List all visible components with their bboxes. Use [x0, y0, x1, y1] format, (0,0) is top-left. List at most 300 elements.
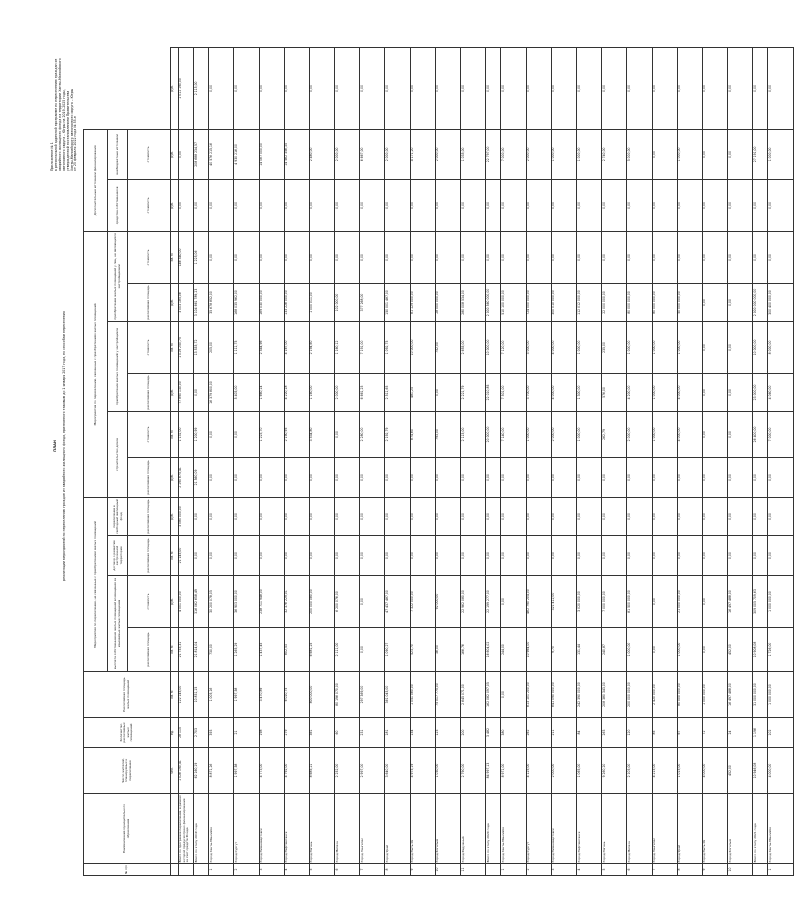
- row-value: 2 655,00: [461, 321, 486, 373]
- header-extrabudget: внебюджетные источники: [108, 129, 128, 179]
- row-value: 21: [234, 718, 259, 748]
- row-value: 242 390 000,00: [576, 672, 601, 718]
- row-value: 2 000,00: [551, 748, 576, 794]
- row-value: 166,76: [461, 628, 486, 672]
- row-value: 0,00: [768, 457, 793, 497]
- row-value: 0,00: [360, 47, 385, 129]
- row-value: 0,00: [652, 628, 677, 672]
- row-value: 1 160,12: [335, 321, 360, 373]
- row-value: 3 003 185,06: [178, 283, 193, 321]
- table-row: [360, 47, 385, 875]
- row-value: 3 640,00: [385, 748, 410, 794]
- row-value: 0,00: [259, 457, 284, 497]
- header-premises: Количество расселяемых жилых помещений: [84, 718, 171, 748]
- row-value: 0,00: [385, 47, 410, 129]
- table-row: [702, 47, 727, 875]
- row-value: 0,00: [178, 179, 193, 231]
- table-row: [234, 47, 259, 875]
- row-value: 0,00: [435, 47, 460, 129]
- row-value: 0,00: [728, 373, 753, 411]
- row-value: 1 196: [753, 718, 768, 748]
- row-value: 7 000,00: [501, 129, 526, 179]
- table-summary-row: [486, 47, 501, 875]
- row-value: 316 062 658,49: [193, 576, 208, 628]
- row-value: 309 005 709,63: [753, 576, 768, 628]
- header-residents: Число жителей, планируемых к переселению: [84, 748, 171, 794]
- unit-cell: руб.: [170, 373, 178, 411]
- row-value: 16 497 488,00: [728, 576, 753, 628]
- row-value: 244,00: [501, 628, 526, 672]
- row-value: 0,00: [461, 536, 486, 576]
- row-value: 3 000,00: [526, 321, 551, 373]
- row-value: 0,00: [335, 457, 360, 497]
- row-value: 0,00: [178, 129, 193, 179]
- row-value: 0,00: [702, 457, 727, 497]
- row-value: 231: [360, 718, 385, 748]
- row-value: 4 975,19: [410, 748, 435, 794]
- row-value: 0,00: [602, 179, 627, 231]
- unit-cell: кв. м: [170, 321, 178, 373]
- row-value: 1 000 011,00: [309, 283, 334, 321]
- rotated-landscape-sheet: [49, 48, 773, 876]
- row-value: 1 000,00: [652, 373, 677, 411]
- row-value: 0,00: [576, 179, 601, 231]
- row-number: 11: [461, 864, 486, 876]
- row-value: 0,00: [284, 536, 309, 576]
- row-value: 4 792,00: [284, 748, 309, 794]
- row-value: 1 131,00: [178, 411, 193, 457]
- row-value: 0,00: [360, 536, 385, 576]
- row-value: 0,00: [284, 179, 309, 231]
- row-value: 2 703: [193, 718, 208, 748]
- row-value: 162 082 097,05: [486, 672, 501, 718]
- row-value: 1 000,00: [677, 628, 702, 672]
- row-value: 3 700,00: [526, 373, 551, 411]
- row-value: 0,00: [284, 47, 309, 129]
- row-value: 154: [410, 718, 435, 748]
- row-number: 8: [385, 864, 410, 876]
- row-value: 6 200 076,00: [335, 576, 360, 628]
- row-value: 0,00: [652, 129, 677, 179]
- row-value: 0,00: [551, 179, 576, 231]
- row-value: 2 221,79: [461, 373, 486, 411]
- table-row: [461, 47, 486, 875]
- row-municipality: Город Мегион: [335, 794, 360, 864]
- row-value: 0,00: [410, 536, 435, 576]
- row-value: 1 000,00: [677, 321, 702, 373]
- row-value: 0,00: [728, 536, 753, 576]
- row-value: 452,00: [728, 628, 753, 672]
- row-value: 0,00: [768, 497, 793, 535]
- header-additional-sources: Дополнительные источники финансирования: [84, 129, 108, 231]
- header-owners-funds: средства собственников: [108, 179, 128, 231]
- annex-line: автономного округа – Югры на 2019–2025 годы,: [61, 89, 66, 171]
- header-free-fund: переселение в свободный жилищный фонд: [108, 497, 128, 535]
- row-value: 1 000 000,00: [768, 576, 793, 628]
- row-municipality: Всего по этапу 2021 года: [753, 794, 768, 864]
- row-value: 0,00: [702, 231, 727, 283]
- row-value: 0,00: [486, 47, 501, 129]
- row-municipality: Город Когалым: [435, 794, 460, 864]
- row-value: 3 470,89: [259, 672, 284, 718]
- row-value: 102 000,00: [335, 283, 360, 321]
- row-number: 6: [627, 864, 652, 876]
- header-cell: расселяемая площадь: [128, 457, 170, 497]
- row-value: 0,00: [486, 457, 501, 497]
- row-value: 0,00: [461, 231, 486, 283]
- row-value: 4 000,00: [551, 373, 576, 411]
- row-number: 1: [768, 864, 793, 876]
- row-value: 2 511,65: [385, 373, 410, 411]
- row-value: 0,00: [768, 179, 793, 231]
- row-number: 10: [435, 864, 460, 876]
- row-value: 22 797,00: [486, 129, 501, 179]
- row-value: 0,00: [435, 179, 460, 231]
- annex-line: Приложение № 1: [50, 142, 54, 171]
- row-value: 0,00: [501, 457, 526, 497]
- row-value: 1 000,00: [677, 129, 702, 179]
- row-value: 0,00: [526, 231, 551, 283]
- row-municipality: Город Когалым: [728, 794, 753, 864]
- row-municipality: Город Ханты-Мансийск: [209, 794, 234, 864]
- row-value: 0,00: [193, 179, 208, 231]
- row-value: 9,70: [551, 628, 576, 672]
- row-value: 102: [768, 718, 793, 748]
- row-municipality: Всего по программе переселения, в рамках которой предусмотрено финансирование за счет средств Фонда: [178, 794, 193, 864]
- row-value: 131,44: [576, 628, 601, 672]
- row-value: 21 145,00: [178, 536, 193, 576]
- row-value: 793,00: [435, 411, 460, 457]
- row-value: 235,00: [602, 321, 627, 373]
- row-value: 7 140,00: [501, 411, 526, 457]
- row-number: [486, 864, 501, 876]
- annex-block: [51, 49, 78, 171]
- row-value: 0,00: [728, 321, 753, 373]
- row-value: 32 376 229,01: [284, 576, 309, 628]
- row-value: 0,00: [526, 457, 551, 497]
- table-row: [728, 47, 753, 875]
- row-value: 6 667,00: [360, 129, 385, 179]
- row-value: 1 000,00: [526, 411, 551, 457]
- row-municipality: Город Пыть-Ях: [702, 794, 727, 864]
- header-acquisition: Мероприятия по переселению, связанные с приобретением жилых помещений: [84, 231, 108, 497]
- table-row: [677, 47, 702, 875]
- row-value: 2 000 000 000,00: [753, 283, 768, 321]
- row-value: 481,25: [410, 373, 435, 411]
- row-value: 0,00: [234, 457, 259, 497]
- row-value: 1 092,75: [385, 321, 410, 373]
- row-value: 0,00: [335, 47, 360, 129]
- row-value: 0,00: [677, 231, 702, 283]
- row-value: 0,00: [627, 47, 652, 129]
- row-value: 146 540,00: [178, 231, 193, 283]
- row-value: 208 688 234,57: [193, 129, 208, 179]
- row-value: 1 005,16: [209, 672, 234, 718]
- row-value: 1 000,00: [576, 129, 601, 179]
- header-cell: расселяемая площадь: [128, 536, 170, 576]
- row-value: 1 030,00: [435, 748, 460, 794]
- row-value: 7 000 000,00: [602, 576, 627, 628]
- row-value: 0,00: [486, 497, 501, 535]
- row-value: 393: [209, 718, 234, 748]
- row-value: 10 000,00: [410, 321, 435, 373]
- row-value: 2 420 000,00: [652, 672, 677, 718]
- table-row: [627, 47, 652, 875]
- unit-cell: руб.: [170, 179, 178, 231]
- header-cell: стоимость: [128, 321, 170, 373]
- row-municipality: Город Нижневартовск: [551, 794, 576, 864]
- row-value: 1 051 060,00: [410, 672, 435, 718]
- row-value: 0,00: [410, 497, 435, 535]
- row-value: 10 000,00: [753, 321, 768, 373]
- row-value: 0,00: [576, 497, 601, 535]
- row-value: 0,00: [728, 411, 753, 457]
- row-value: 1 000,00: [627, 628, 652, 672]
- row-value: 0,00: [702, 321, 727, 373]
- row-value: 0,00: [335, 536, 360, 576]
- row-value: 200: [461, 718, 486, 748]
- row-value: 0,00: [461, 497, 486, 535]
- row-value: 0,00: [677, 47, 702, 129]
- unit-cell: кв. м: [170, 672, 178, 718]
- row-municipality: Город Пыть-Ях: [410, 794, 435, 864]
- row-value: 1 011 190,00: [178, 47, 193, 129]
- units-row: [170, 47, 178, 875]
- row-value: 0,00: [193, 373, 208, 411]
- row-value: 0,00: [284, 457, 309, 497]
- row-value: 0,00: [728, 179, 753, 231]
- row-value: 0,00: [234, 497, 259, 535]
- table-body: [178, 47, 793, 875]
- row-value: 4 000,00: [677, 373, 702, 411]
- row-value: 16 497 488,00: [728, 672, 753, 718]
- row-value: 123: [435, 718, 460, 748]
- row-value: 1 225,06: [193, 231, 208, 283]
- row-value: 1 035,00: [461, 129, 486, 179]
- row-value: 14 562 356,35: [284, 129, 309, 179]
- row-value: 1 015,00: [677, 748, 702, 794]
- row-value: 0,00: [309, 536, 334, 576]
- row-value: 0,00: [702, 411, 727, 457]
- table-row: [501, 47, 526, 875]
- row-number: 1: [209, 864, 234, 876]
- row-value: 0,00: [652, 457, 677, 497]
- row-value: 800 000,00: [309, 672, 334, 718]
- row-value: 7 191,00: [360, 321, 385, 373]
- row-value: 0,00: [702, 47, 727, 129]
- unit-cell: руб.: [170, 47, 178, 129]
- row-value: 0,00: [501, 47, 526, 129]
- row-value: 0,00: [576, 47, 601, 129]
- row-value: 0,00: [677, 497, 702, 535]
- row-value: 0,00: [677, 179, 702, 231]
- program-table: [83, 47, 794, 876]
- row-value: 297 369,00: [360, 672, 385, 718]
- row-value: 262: [526, 718, 551, 748]
- row-value: 61 129 000,00: [410, 283, 435, 321]
- row-value: 0,00: [551, 497, 576, 535]
- row-number: 7: [652, 864, 677, 876]
- unit-cell: руб.: [170, 129, 178, 179]
- header-municipality: Наименование муниципального образования: [84, 794, 171, 864]
- row-value: 0,00: [551, 231, 576, 283]
- row-value: 0,00: [728, 283, 753, 321]
- row-value: 0,00: [728, 231, 753, 283]
- row-value: 0,00: [385, 231, 410, 283]
- row-value: 2 544,96: [259, 321, 284, 373]
- row-value: 576,00: [602, 373, 627, 411]
- row-value: 0,00: [209, 497, 234, 535]
- row-value: 81 500 000,00: [627, 576, 652, 628]
- row-value: 0,00: [486, 231, 501, 283]
- document-subtitle: реализации мероприятий по переселению граждан из аварийного жилищного фонда, признанного таковым до 1 января 2017 года, по способам переселения: [62, 311, 66, 581]
- row-value: 0,00: [728, 457, 753, 497]
- table-row: [435, 47, 460, 875]
- header-buy-developers: приобретение жилых помещений у застройщиков: [108, 321, 128, 411]
- row-value: 0,00: [360, 457, 385, 497]
- row-value: 0,00: [209, 179, 234, 231]
- row-value: 0,00: [209, 47, 234, 129]
- row-value: 0,00: [234, 536, 259, 576]
- row-value: 0,00: [627, 457, 652, 497]
- row-value: 1 019 250,75: [178, 321, 193, 373]
- row-value: 0,00: [309, 179, 334, 231]
- row-value: 0,00: [753, 231, 768, 283]
- row-value: 1 300,00: [576, 373, 601, 411]
- row-value: 0,00: [385, 179, 410, 231]
- row-value: 6 020,75: [284, 672, 309, 718]
- row-value: 2 000,00: [435, 129, 460, 179]
- row-value: 2 105,00: [627, 748, 652, 794]
- row-value: 321 412,00: [551, 576, 576, 628]
- row-value: 0,00: [728, 47, 753, 129]
- row-value: 35 678 852,00: [209, 283, 234, 321]
- unit-cell: кв. м: [170, 628, 178, 672]
- unit-cell: ед.: [170, 718, 178, 748]
- row-value: 0,00: [385, 497, 410, 535]
- header-buy-others: приобретение жилых помещений у лиц, не являющихся застройщиками: [108, 231, 128, 321]
- row-value: 2 000,00: [335, 373, 360, 411]
- table-row: [652, 47, 677, 875]
- unit-cell: руб.: [170, 497, 178, 535]
- row-value: 80 000 000,00: [652, 283, 677, 321]
- row-value: 60: [335, 718, 360, 748]
- row-value: 1 200,99: [193, 411, 208, 457]
- row-value: 67: [677, 718, 702, 748]
- row-value: 7 000,00: [768, 411, 793, 457]
- row-value: 7 501,00: [501, 373, 526, 411]
- row-value: 0,00: [702, 628, 727, 672]
- row-value: 8 685,21: [309, 748, 334, 794]
- row-value: 0,00: [410, 179, 435, 231]
- header-cell: стоимость: [128, 129, 170, 179]
- row-value: 0,00: [360, 231, 385, 283]
- row-value: 16 379 800,00: [209, 373, 234, 411]
- row-value: 0,00: [652, 179, 677, 231]
- row-value: 9 260,20: [602, 748, 627, 794]
- row-value: 0,00: [576, 536, 601, 576]
- table-row: [259, 47, 284, 875]
- row-value: 1 000,00: [551, 129, 576, 179]
- row-municipality: Город Сургут: [234, 794, 259, 864]
- row-value: 452,00: [728, 748, 753, 794]
- row-value: 0,00: [501, 179, 526, 231]
- table-row: [309, 47, 334, 875]
- row-value: 84 997,13: [486, 748, 501, 794]
- row-municipality: Город Нягань: [309, 794, 334, 864]
- row-value: 280 008 534,00: [461, 283, 486, 321]
- row-value: 0,00: [627, 497, 652, 535]
- row-value: 0,00: [335, 231, 360, 283]
- row-value: 1 000,00: [652, 411, 677, 457]
- table-row: [576, 47, 601, 875]
- row-value: 0,00: [768, 231, 793, 283]
- row-value: 0,00: [234, 179, 259, 231]
- table-row: [526, 47, 551, 875]
- row-value: 205,00: [209, 321, 234, 373]
- header-compensation: выплата собственникам жилых помещений возмещения за изымаемые жилые помещения: [108, 576, 128, 672]
- row-value: 21 753,31: [178, 628, 193, 672]
- row-number: 9: [702, 864, 727, 876]
- row-value: 0,00: [410, 231, 435, 283]
- row-value: 3 104 661 789,23: [193, 283, 208, 321]
- row-value: 72: [702, 718, 727, 748]
- row-value: 724 000 000,00: [526, 283, 551, 321]
- row-value: 263: [602, 718, 627, 748]
- header-cell: расселяемая площадь: [128, 283, 170, 321]
- row-value: 0,00: [602, 536, 627, 576]
- row-value: 20 000,00: [486, 411, 501, 457]
- row-value: 0,00: [753, 47, 768, 129]
- row-value: 0,00: [335, 411, 360, 457]
- row-value: 2 000,00: [627, 411, 652, 457]
- row-value: 211: [551, 718, 576, 748]
- row-value: 0,00: [602, 231, 627, 283]
- row-municipality: Город Ханты-Мансийск: [501, 794, 526, 864]
- row-value: 200 000 000,00: [627, 672, 652, 718]
- row-value: 77 890 130,00: [178, 373, 193, 411]
- row-value: 2 000,00: [385, 129, 410, 179]
- row-value: 0,00: [702, 497, 727, 535]
- row-number: 10: [728, 864, 753, 876]
- row-value: 85: [652, 718, 677, 748]
- row-value: 0,00: [526, 536, 551, 576]
- annex-line: от 25 февраля 2022 года № 55-п: [73, 116, 78, 171]
- row-value: 279: [284, 718, 309, 748]
- annex-line: Ханты-Мансийского автономного округа – Югры: [69, 88, 74, 171]
- header-cell: стоимость: [128, 576, 170, 628]
- row-value: 47 437 487,00: [385, 576, 410, 628]
- document-title: ПЛАН: [53, 440, 57, 452]
- row-value: 0,00: [576, 231, 601, 283]
- row-value: 1 026 190,41: [178, 748, 193, 794]
- row-number: 8: [677, 864, 702, 876]
- row-value: 0,00: [234, 231, 259, 283]
- row-value: 4 171,20: [410, 129, 435, 179]
- row-value: 0,00: [486, 179, 501, 231]
- row-value: 0,00: [486, 536, 501, 576]
- row-value: 0,00: [193, 536, 208, 576]
- row-value: 0,00: [259, 497, 284, 535]
- row-value: 4 167,00: [284, 321, 309, 373]
- row-value: 80 000 000,00: [627, 283, 652, 321]
- row-value: 674,60: [410, 411, 435, 457]
- table-row: [209, 47, 234, 875]
- row-value: 36,00: [435, 628, 460, 672]
- row-value: 31 000 000,00: [753, 672, 768, 718]
- row-value: 4 200,00: [627, 373, 652, 411]
- row-value: 21 000 000,00: [677, 576, 702, 628]
